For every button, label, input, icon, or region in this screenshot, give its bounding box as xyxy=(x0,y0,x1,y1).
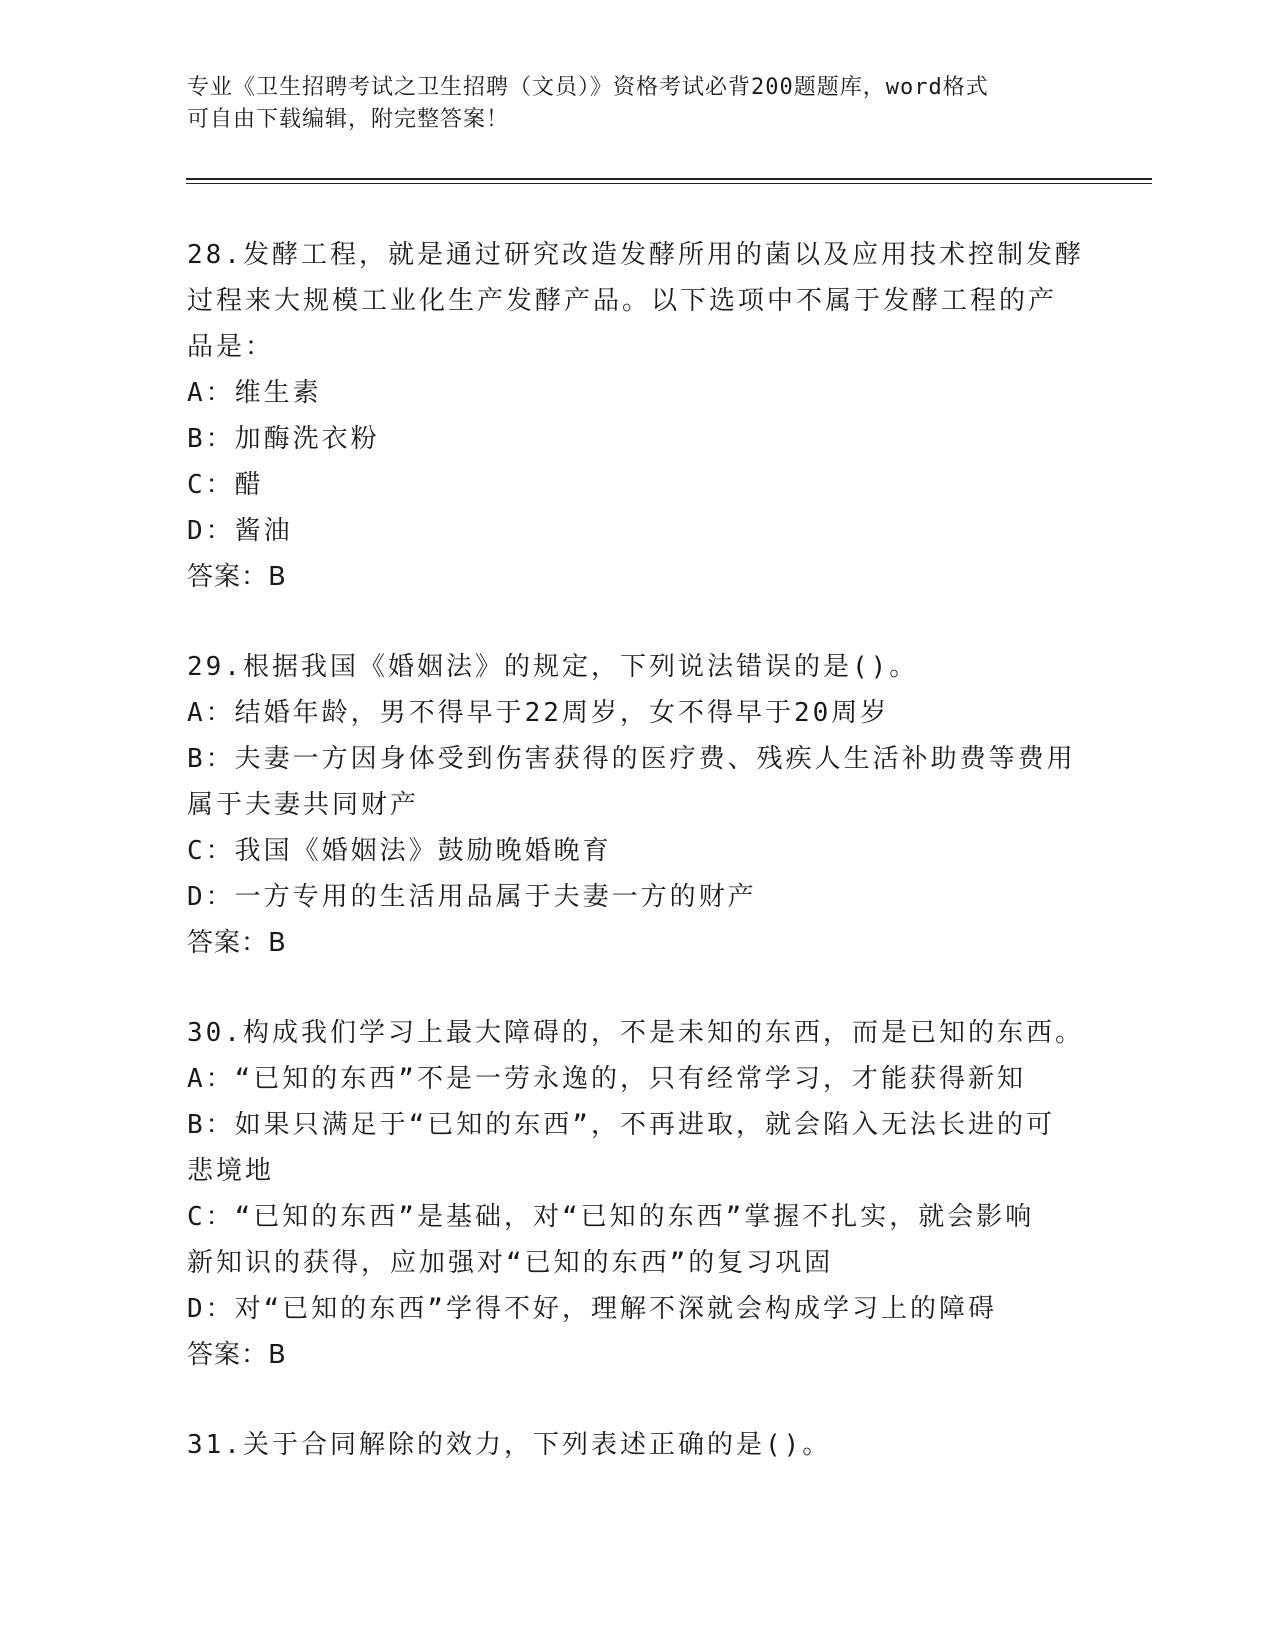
option-b-continued: 属于夫妻共同财产 xyxy=(187,790,420,820)
question-spacer xyxy=(187,600,1087,644)
question-stem: 28.发酵工程，就是通过研究改造发酵所用的菌以及应用技术控制发酵 xyxy=(187,240,1084,270)
option-d: D：对“已知的东西”学得不好，理解不深就会构成学习上的障碍 xyxy=(187,1294,997,1324)
question-29 xyxy=(187,644,1087,966)
answer-label: 答案：B xyxy=(187,928,287,958)
option-c-continued: 新知识的获得，应加强对“已知的东西”的复习巩固 xyxy=(187,1248,834,1278)
option-b: B：加酶洗衣粉 xyxy=(187,424,380,454)
option-c: C：“已知的东西”是基础，对“已知的东西”掌握不扎实，就会影响 xyxy=(187,1202,1035,1232)
question-stem: 29.根据我国《婚姻法》的规定，下列说法错误的是()。 xyxy=(187,652,919,682)
answer-label: 答案：B xyxy=(187,1340,287,1370)
document-header xyxy=(187,72,1087,136)
question-stem: 31.关于合同解除的效力，下列表述正确的是()。 xyxy=(187,1430,832,1460)
question-spacer xyxy=(187,1378,1087,1422)
question-stem: 过程来大规模工业化生产发酵产品。以下选项中不属于发酵工程的产 xyxy=(187,286,1058,316)
header-divider-bottom xyxy=(186,183,1152,184)
answer-label: 答案：B xyxy=(187,562,287,592)
option-d: D：一方专用的生活用品属于夫妻一方的财产 xyxy=(187,882,757,912)
option-b: B：如果只满足于“已知的东西”，不再进取，就会陷入无法长进的可 xyxy=(187,1110,1055,1140)
option-b-continued: 悲境地 xyxy=(187,1156,275,1186)
header-line-1: 专业《卫生招聘考试之卫生招聘（文员）》资格考试必背200题题库，word格式 xyxy=(187,75,989,100)
question-stem: 品是： xyxy=(187,332,275,362)
question-30 xyxy=(187,1010,1087,1378)
option-a: A：“已知的东西”不是一劳永逸的，只有经常学习，才能获得新知 xyxy=(187,1064,1026,1094)
option-a: A：维生素 xyxy=(187,378,322,408)
question-stem: 30.构成我们学习上最大障碍的，不是未知的东西，而是已知的东西。 xyxy=(187,1018,1084,1048)
option-c: C：醋 xyxy=(187,470,264,500)
header-line-2: 可自由下载编辑，附完整答案！ xyxy=(187,107,510,132)
question-list xyxy=(187,232,1087,1468)
question-spacer xyxy=(187,966,1087,1010)
option-c: C：我国《婚姻法》鼓励晚婚晚育 xyxy=(187,836,612,866)
question-28 xyxy=(187,232,1087,600)
question-31 xyxy=(187,1422,1087,1468)
header-divider-top xyxy=(186,178,1152,180)
option-d: D：酱油 xyxy=(187,516,293,546)
option-b: B：夫妻一方因身体受到伤害获得的医疗费、残疾人生活补助费等费用 xyxy=(187,744,1076,774)
option-a: A：结婚年龄，男不得早于22周岁，女不得早于20周岁 xyxy=(187,698,890,728)
